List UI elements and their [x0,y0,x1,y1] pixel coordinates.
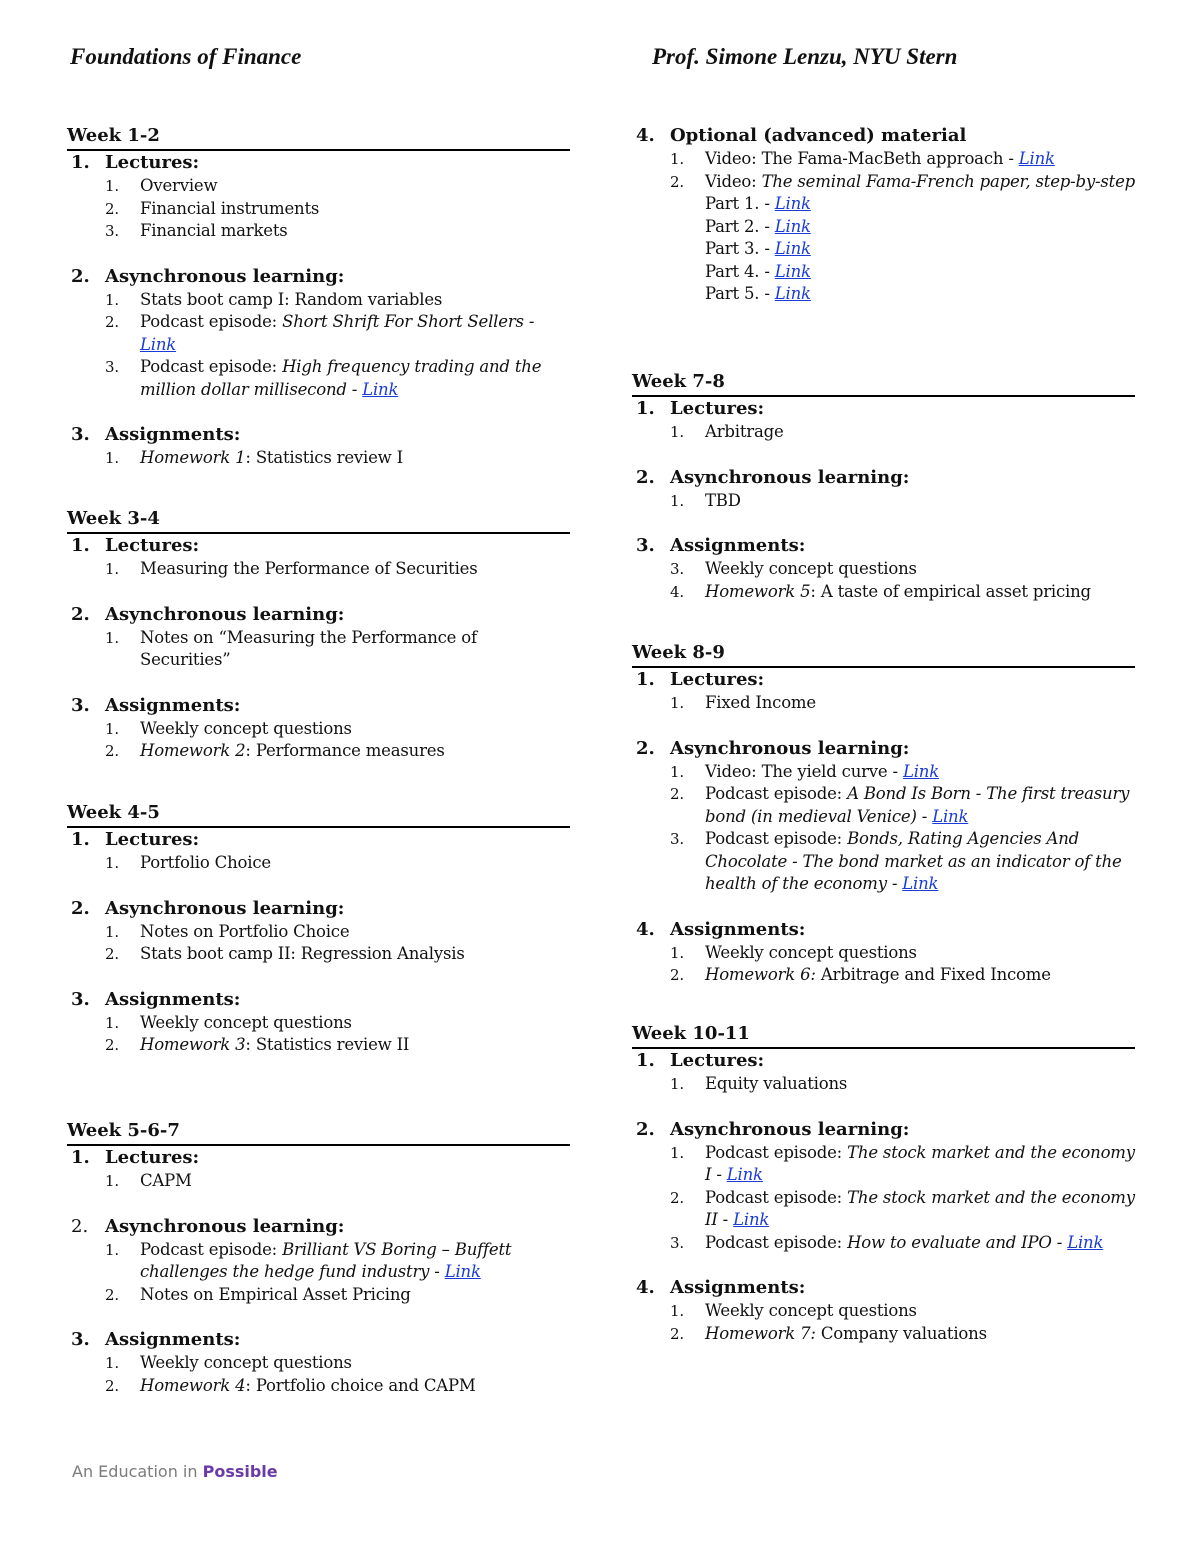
link[interactable]: Link [140,334,177,354]
list-item [105,1352,570,1375]
item-number: 2. [105,1376,119,1395]
week-block [632,370,1135,603]
link[interactable]: Link [362,379,399,399]
section-asynchronous-learning [632,737,1135,896]
item-list [105,627,570,672]
link[interactable]: Link [774,194,811,213]
item-title-italic: A Bond Is Born - The first treasury bond (in medieval Venice) [705,784,1130,826]
footer-emphasis: Possible [202,1462,278,1481]
item-text: - [916,806,933,826]
item-text: Podcast episode: [705,784,848,803]
section-asynchronous-learning [67,897,570,966]
list-item [670,828,1135,896]
item-text: - [429,1262,445,1281]
item-text: : Statistics review II [245,1035,410,1054]
item-number: 2. [670,785,684,803]
item-title-italic: The stock market and the economy I [705,1142,1135,1184]
item-text: Weekly concept questions [705,1301,917,1320]
item-number: 1. [105,1354,119,1372]
item-number: 1. [670,1075,684,1093]
section-heading: Lectures: [105,152,200,173]
link[interactable]: Link [1067,1232,1104,1252]
section-assignments [632,1276,1135,1345]
section-number: 3. [636,535,655,556]
section-heading: Asynchronous learning: [670,737,910,759]
section-heading: Assignments: [105,988,241,1010]
link[interactable]: Link [902,761,940,781]
section-number: 2. [636,737,655,759]
item-title-italic: Homework 2 [140,741,246,760]
list-item [105,175,570,198]
link[interactable]: Link [774,216,811,236]
section-heading: Assignments: [105,424,241,445]
section-lectures [67,1146,570,1193]
item-list [105,1170,570,1193]
list-item [670,1300,1135,1323]
footer-text: An Education in [72,1462,203,1481]
section-heading: Assignments: [670,1277,806,1298]
section-heading: Optional (advanced) material [670,125,967,146]
item-list [670,148,1135,306]
section-assignments [67,694,570,763]
list-item [105,198,570,221]
item-text: Video: The Fama-MacBeth approach - [705,149,1019,168]
week-title: Week 4-5 [67,801,570,828]
item-text: Notes on “Measuring the Performance of Securities” [140,627,477,669]
section-number: 1. [636,1050,655,1071]
item-text: Podcast episode: [705,1142,848,1162]
item-text: Part 1. - [705,194,775,213]
item-number: 1. [670,694,684,712]
item-list [670,1300,1135,1345]
list-item [105,921,570,944]
item-number: 1. [670,762,684,781]
item-title-italic: Homework 1 [140,448,246,467]
link[interactable]: Link [774,261,811,281]
item-title-italic: Homework 3 [140,1035,246,1054]
item-text: Part 5. - [705,284,775,303]
section-assignments [67,1328,570,1397]
section-number: 4. [636,125,655,146]
list-item [670,783,1135,828]
list-item [105,852,570,875]
list-item [670,1073,1135,1096]
item-title-italic: High frequency trading and the million dollar millisecond [140,357,542,399]
section-lectures [632,668,1135,715]
item-number: 2. [105,742,119,760]
item-number: 1. [670,1143,684,1162]
section-number: 1. [71,1147,90,1168]
item-number: 1. [105,719,119,738]
list-item [670,1323,1135,1346]
item-number: 3. [670,560,684,578]
list-item [670,1187,1135,1232]
week-block [67,507,570,763]
week-block [67,801,570,1057]
section-number: 4. [636,918,655,940]
section-heading: Assignments: [670,918,806,940]
item-title-italic: How to evaluate and IPO [847,1232,1052,1252]
item-text: - [886,874,903,893]
item-text: TBD [705,490,741,510]
section-asynchronous-learning [67,265,570,402]
list-item [105,356,570,401]
list-item [105,311,570,356]
item-text: Video: The yield curve - [705,761,903,781]
week-block [632,1022,1135,1345]
week-title: Week 7-8 [632,370,1135,397]
item-list [105,289,570,402]
item-text: Part 2. - [705,216,775,236]
section-heading: Assignments: [105,694,241,716]
link[interactable]: Link [726,1165,763,1184]
item-number: 3. [670,830,684,848]
week-block [67,1119,570,1397]
item-number: 1. [105,560,119,578]
item-list [670,1142,1135,1255]
week-title: Week 1-2 [67,124,570,151]
item-number: 1. [105,854,119,872]
professor-name: Prof. Simone Lenzu, NYU Stern [652,44,958,69]
list-item [105,1284,570,1307]
section-heading: Lectures: [105,535,200,556]
section-asynchronous-learning [67,603,570,672]
section-lectures [67,151,570,243]
section-number: 4. [636,1277,655,1298]
item-list [105,852,570,875]
section-optional-advanced-material [632,124,1135,306]
item-text: Video: [705,171,762,191]
list-item [105,1375,570,1398]
section-number: 3. [71,694,90,716]
item-list [670,692,1135,715]
section-heading: Lectures: [670,1050,765,1071]
section-heading: Asynchronous learning: [105,603,345,625]
week-title: Week 8-9 [632,641,1135,668]
item-text: Equity valuations [705,1074,848,1093]
section-number: 3. [71,988,90,1010]
section-heading: Assignments: [105,1329,241,1350]
item-text: Weekly concept questions [705,559,917,578]
item-list [105,447,570,470]
item-number: 3. [105,358,119,376]
list-item [105,289,570,312]
item-text: Podcast episode: [140,312,283,331]
item-number: 2. [105,1285,119,1304]
item-title-italic: Homework 4 [140,1375,246,1395]
item-text: Podcast episode: [140,1239,283,1259]
list-item [670,942,1135,965]
section-number: 1. [71,535,90,556]
section-number: 2. [71,265,90,287]
item-number: 1. [105,290,119,309]
section-asynchronous-learning [67,1215,570,1307]
item-text: Stats boot camp II: Regression Analysis [140,944,465,963]
list-item [670,581,1135,604]
item-text: Overview [140,176,218,195]
section-lectures [632,397,1135,444]
item-number: 2. [105,313,119,331]
item-number: 1. [670,150,684,168]
item-text: Weekly concept questions [140,718,352,738]
item-text: Arbitrage and Fixed Income [815,965,1051,984]
section-number: 1. [636,669,655,690]
item-text: Podcast episode: [705,1187,848,1207]
list-item [105,447,570,470]
item-title-italic: The stock market and the economy II [705,1187,1135,1229]
course-title: Foundations of Finance [70,44,302,69]
list-item [670,148,1135,171]
item-text: : Performance measures [245,741,445,760]
section-assignments [632,918,1135,987]
item-text: Company valuations [815,1323,987,1343]
list-item [105,740,570,763]
item-number: 4. [670,582,684,601]
item-number: 1. [670,423,684,441]
item-text: Notes on Empirical Asset Pricing [140,1284,411,1304]
section-number: 3. [71,1329,90,1350]
item-number: 3. [105,222,119,240]
section-number: 2. [636,466,655,488]
item-list [105,175,570,243]
section-heading: Lectures: [670,398,765,419]
item-text: CAPM [140,1171,192,1190]
list-item [670,761,1135,784]
section-assignments [632,534,1135,603]
list-item [105,1012,570,1035]
item-list [105,1012,570,1057]
item-text: - [1051,1232,1068,1252]
item-list [105,718,570,763]
section-number: 2. [71,603,90,625]
item-text: Arbitrage [705,422,784,441]
item-list [670,942,1135,987]
item-number: 2. [105,945,119,963]
item-list [670,761,1135,896]
item-text: - [711,1165,727,1184]
list-item [670,421,1135,444]
item-text: Podcast episode: [140,357,283,376]
section-number: 2. [636,1118,655,1140]
item-number: 3. [670,1233,684,1252]
footer-tagline [72,1462,278,1481]
section-heading: Asynchronous learning: [670,1118,910,1140]
item-title-italic: The seminal Fama-French paper, step-by-step [761,171,1135,191]
item-text: Weekly concept questions [140,1012,352,1032]
item-number: 1. [105,922,119,941]
item-number: 1. [670,491,684,510]
section-number: 2. [71,1215,89,1237]
item-list [105,921,570,966]
item-text: Weekly concept questions [705,942,917,962]
section-heading: Lectures: [105,829,200,850]
item-number: 1. [105,449,119,467]
item-text: Part 4. - [705,261,775,281]
item-title-italic: Short Shrift For Short Sellers [282,312,524,331]
week-title: Week 10-11 [632,1022,1135,1049]
item-text: Financial markets [140,221,288,240]
item-text: Fixed Income [705,693,816,712]
item-text: : A taste of empirical asset pricing [810,581,1091,601]
week-title: Week 5-6-7 [67,1119,570,1146]
item-title-italic: Homework 6: [705,965,816,984]
item-list [105,1239,570,1307]
section-heading: Lectures: [105,1147,200,1168]
item-number: 1. [670,1302,684,1320]
list-item [105,1239,570,1284]
link[interactable]: Link [932,806,969,826]
item-text: : Statistics review I [245,448,403,467]
section-heading: Asynchronous learning: [105,1215,345,1237]
section-assignments [67,423,570,470]
week-block [632,641,1135,987]
section-assignments [67,988,570,1057]
item-number: 2. [670,172,684,191]
item-title-italic: Bonds, Rating Agencies And Chocolate - The bond market as an indicator of the health of the economy [705,829,1122,893]
section-heading: Asynchronous learning: [105,265,345,287]
item-number: 1. [105,1240,119,1259]
section-heading: Asynchronous learning: [105,897,345,919]
item-number: 2. [670,1188,684,1207]
item-title-italic: Homework 7: [705,1323,816,1343]
item-list [670,558,1135,603]
item-text: Notes on Portfolio Choice [140,921,350,941]
item-number: 1. [670,943,684,962]
item-text: Weekly concept questions [140,1353,352,1372]
item-number: 2. [670,1324,684,1343]
item-text: - [523,312,535,331]
item-text: Stats boot camp I: Random variables [140,289,443,309]
section-heading: Lectures: [670,669,765,690]
list-item [670,171,1135,306]
link[interactable]: Link [1018,149,1055,168]
link[interactable]: Link [733,1210,770,1229]
section-asynchronous-learning [632,466,1135,513]
item-text: : Portfolio choice and CAPM [245,1375,476,1395]
item-list [670,421,1135,444]
section-lectures [67,828,570,875]
section-asynchronous-learning [632,1118,1135,1255]
item-number: 1. [105,628,119,647]
item-list [670,490,1135,513]
link[interactable]: Link [444,1262,481,1281]
section-number: 1. [71,829,90,850]
item-text: - [717,1210,734,1229]
list-item [670,558,1135,581]
section-number: 3. [71,424,90,445]
item-number: 2. [105,1036,119,1054]
section-lectures [67,534,570,581]
week-title: Week 3-4 [67,507,570,534]
list-item [105,943,570,966]
list-item [105,627,570,672]
item-text: Portfolio Choice [140,853,271,872]
item-title-italic: Brilliant VS Boring – Buffett challenges the hedge fund industry [140,1239,512,1281]
section-heading: Assignments: [670,535,806,556]
item-text: Podcast episode: [705,1232,848,1252]
item-text: Part 3. - [705,239,775,258]
link[interactable]: Link [774,284,811,303]
section-lectures [632,1049,1135,1096]
section-number: 2. [71,897,90,919]
list-item [670,1142,1135,1187]
list-item [105,1034,570,1057]
item-number: 1. [105,177,119,195]
list-item [105,718,570,741]
item-number: 1. [105,1172,119,1190]
list-item [105,220,570,243]
week-block [67,124,570,470]
item-number: 2. [105,199,119,218]
list-item [670,490,1135,513]
item-text: Podcast episode: [705,829,848,848]
list-item [670,1232,1135,1255]
list-item [670,964,1135,987]
list-item [670,692,1135,715]
item-number: 1. [105,1013,119,1032]
section-heading: Asynchronous learning: [670,466,910,488]
item-text: Financial instruments [140,198,320,218]
link[interactable]: Link [902,874,939,893]
link[interactable]: Link [774,239,811,258]
item-list [105,1352,570,1397]
item-text: - [346,379,363,399]
item-list [105,558,570,581]
week-block [632,124,1135,306]
list-item [105,558,570,581]
section-number: 1. [636,398,655,419]
item-list [670,1073,1135,1096]
list-item [105,1170,570,1193]
item-text: Measuring the Performance of Securities [140,559,478,578]
item-title-italic: Homework 5 [705,581,811,601]
section-number: 1. [71,152,90,173]
item-number: 2. [670,966,684,984]
